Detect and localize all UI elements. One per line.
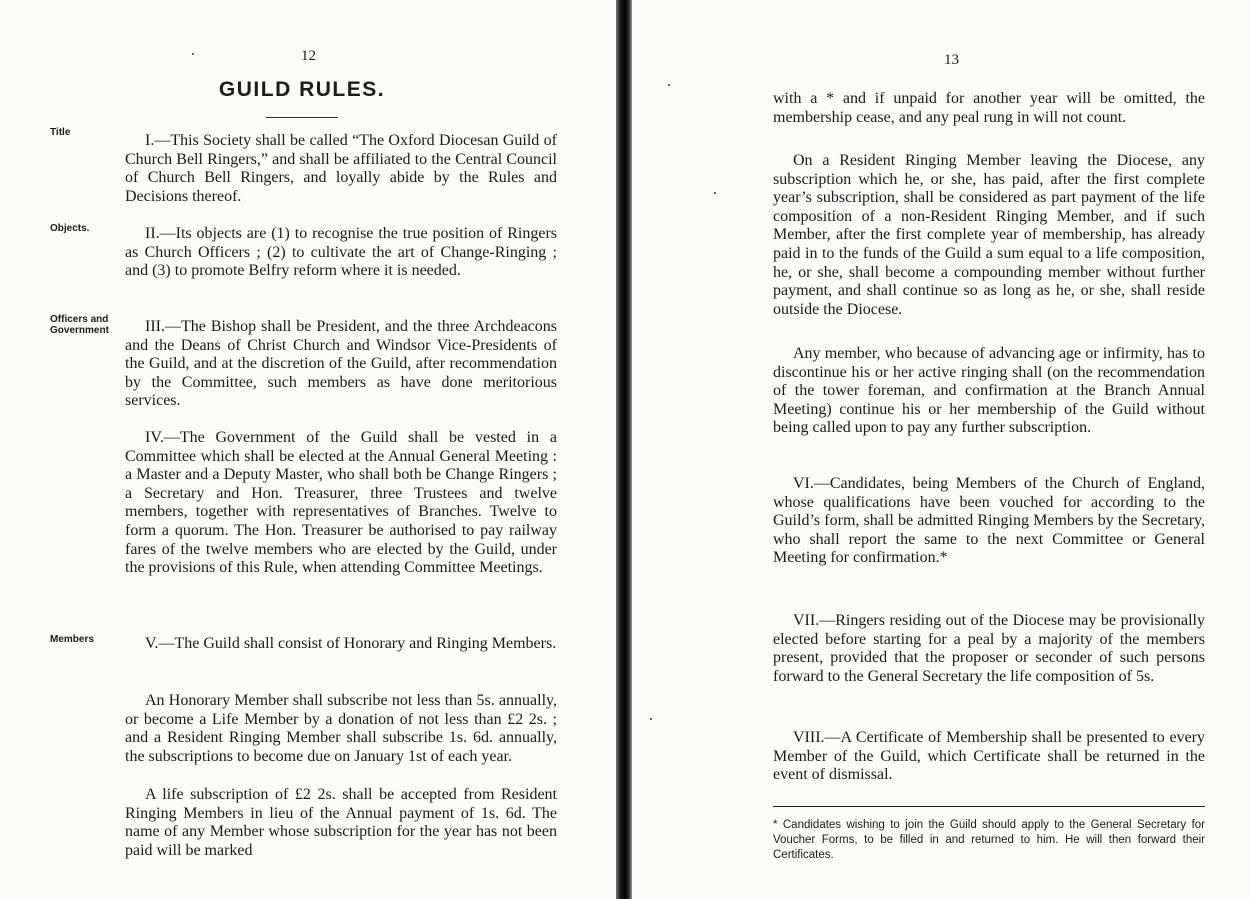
rule-5-honorary-text: An Honorary Member shall subscribe not less than 5s. annually, or become a Life Member by a donation of not less than £2 2s. ; and a Resident Ringing Member shall subscribe 1s. 6d. annually, the subscriptions to become due on January 1st of each year. xyxy=(125,692,557,765)
margin-note-title: Title xyxy=(50,127,71,138)
page-number-right: 13 xyxy=(944,52,959,68)
rule-2-text: II.—Its objects are (1) to recognise the true position of Ringers as Church Officers ; (2) to cultivate the art of Change-Ringing ; and (3) to promote Belfry reform where it is needed. xyxy=(125,225,557,280)
margin-note-members: Members xyxy=(50,634,94,645)
scan-speck xyxy=(714,192,716,194)
scan-speck xyxy=(192,53,194,55)
rule-1 xyxy=(125,132,557,206)
margin-note-officers-line2: Government xyxy=(50,325,109,336)
scan-speck xyxy=(650,718,652,720)
rule-5-text: V.—The Guild shall consist of Honorary and Ringing Members. xyxy=(145,635,557,652)
rule-5-life-text: A life subscription of £2 2s. shall be accepted from Resident Ringing Members in lieu of the Annual payment of 1s. 6d. The name of any Member whose subscription for the year has not been paid will be marked xyxy=(125,786,557,859)
footnote-text: * Candidates wishing to join the Guild should apply to the General Secretary for Voucher Forms, to be filled in and returned to him. He will then forward their Certificates. xyxy=(773,819,1205,861)
left-page xyxy=(0,0,616,899)
advancing-age-text: Any member, who because of advancing age or infirmity, has to discontinue his or her active ringing shall (on the recommendation of the tower foreman, and confirmation at the Branch Annual Meeting) continue his or her membership of the Guild without being called upon to pay any further subscription. xyxy=(773,345,1205,437)
continued-paragraph-text: with a * and if unpaid for another year will be omitted, the membership cease, and any peal rung in will not count. xyxy=(773,90,1205,126)
footnote xyxy=(773,818,1205,863)
rule-5-life-para xyxy=(125,786,557,860)
rule-5-honorary-para xyxy=(125,692,557,766)
rule-2 xyxy=(125,225,557,281)
rule-4-text: IV.—The Government of the Guild shall be vested in a Committee which shall be elected at the Annual General Meeting : a Master and a Deputy Master, who shall both be Change Ringers ; a Secretary and Hon. Treasurer, three Trustees and twelve members, together with representatives of Branches. Twelve to form a quorum. The Hon. Treasurer be authorised to pay railway fares of the twelve members who are elected by the Guild, under the provisions of this Rule, when attending Committee Meetings. xyxy=(125,429,557,577)
rule-3 xyxy=(125,318,557,411)
rule-1-text: I.—This Society shall be called “The Oxford Diocesan Guild of Church Bell Ringers,” and shall be affiliated to the Central Council of Church Bell Ringers, and loyally abide by the Rules and Decisions thereof. xyxy=(125,132,557,205)
resident-member-paragraph xyxy=(773,152,1205,319)
rule-8 xyxy=(773,729,1205,785)
title-divider xyxy=(266,117,338,118)
scan-speck xyxy=(668,84,670,86)
rule-7 xyxy=(773,612,1205,686)
rule-5 xyxy=(125,635,557,654)
continued-paragraph xyxy=(773,90,1205,127)
rule-4 xyxy=(125,429,557,578)
margin-note-officers-line1: Officers and xyxy=(50,314,109,325)
resident-member-text: On a Resident Ringing Member leaving the Diocese, any subscription which he, or she, has paid, after the first complete year’s subscription, shall be considered as part payment of the life composition of a non-Resident Ringing Member, and if such Member, after the first complete year of membership, has already paid in to the funds of the Guild a sum equal to a life composition, he, or she, shall become a compounding member without further payment, and shall continue so as long as he, or she, shall reside outside the Diocese. xyxy=(773,152,1205,318)
rule-8-text: VIII.—A Certificate of Membership shall be presented to every Member of the Guild, which Certificate shall be returned in the event of dismissal. xyxy=(773,729,1205,784)
rule-3-text: III.—The Bishop shall be President, and the three Archdeacons and the Deans of Christ Church and Windsor Vice-Presidents of the Guild, and at the discretion of the Guild, after recommendation by the Committee, such members as have done meritorious services. xyxy=(125,318,557,410)
page-title: GUILD RULES. xyxy=(218,78,386,101)
rule-6 xyxy=(773,475,1205,568)
margin-note-objects: Objects. xyxy=(50,223,90,234)
rule-7-text: VII.—Ringers residing out of the Diocese may be provisionally elected before starting for a peal by a majority of the members present, provided that the proposer or seconder of such persons forward to the General Secretary the life composition of 5s. xyxy=(773,612,1205,685)
margin-note-officers xyxy=(50,314,109,336)
page-number-left: 12 xyxy=(301,48,316,64)
book-gutter xyxy=(616,0,632,899)
advancing-age-paragraph xyxy=(773,345,1205,438)
rule-6-text: VI.—Candidates, being Members of the Church of England, whose qualifications have been vouched for according to the Guild’s form, shall be admitted Ringing Members by the Secretary, who shall report the same to the next Committee or General Meeting for confirmation.* xyxy=(773,475,1205,567)
footnote-divider xyxy=(773,806,1205,807)
